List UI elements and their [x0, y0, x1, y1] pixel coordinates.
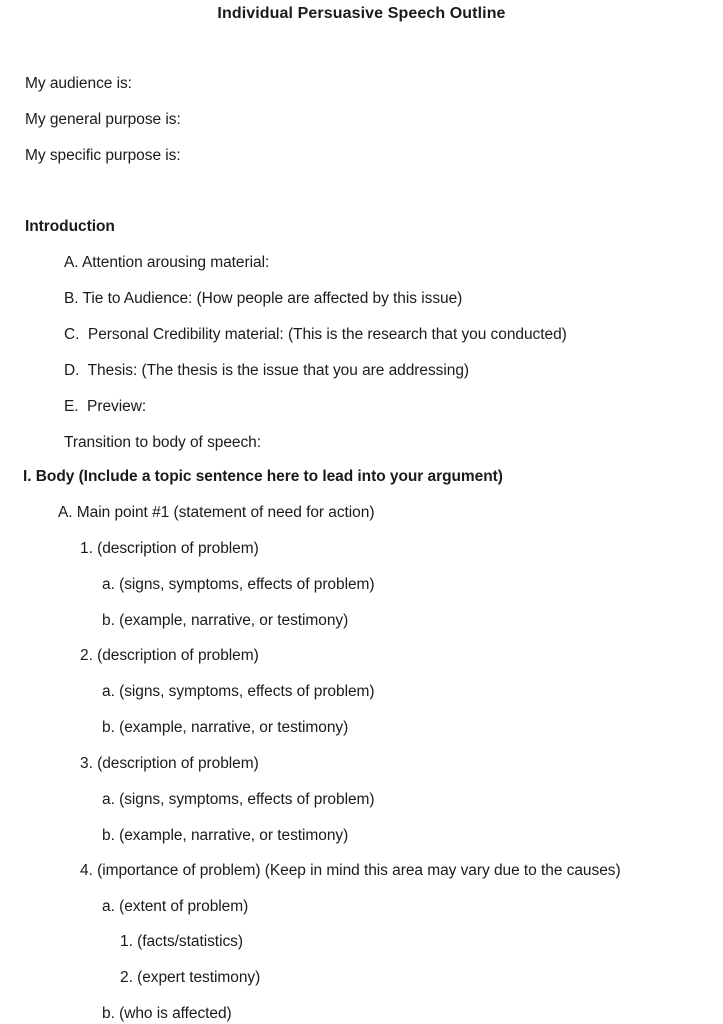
outline-item: B. Tie to Audience: (How people are affected by this issue): [64, 290, 463, 307]
outline-item: 2. (expert testimony): [120, 969, 261, 986]
outline-item: 4. (importance of problem) (Keep in mind this area may vary due to the causes): [80, 862, 621, 879]
preamble-line: My general purpose is:: [25, 111, 181, 128]
outline-item: E. Preview:: [64, 398, 147, 415]
section-heading-body: I. Body (Include a topic sentence here to lead into your argument): [23, 468, 503, 485]
outline-item: D. Thesis: (The thesis is the issue that you are addressing): [64, 362, 470, 379]
outline-item: b. (example, narrative, or testimony): [102, 827, 349, 844]
outline-item: 1. (facts/statistics): [120, 933, 243, 950]
outline-item: a. (extent of problem): [102, 898, 249, 915]
outline-item: 1. (description of problem): [80, 540, 259, 557]
outline-item: Transition to body of speech:: [64, 434, 262, 451]
outline-item: b. (who is affected): [102, 1005, 232, 1022]
outline-item: a. (signs, symptoms, effects of problem): [102, 791, 375, 808]
section-heading-introduction: Introduction: [25, 218, 115, 235]
outline-item: b. (example, narrative, or testimony): [102, 612, 349, 629]
outline-item: a. (signs, symptoms, effects of problem): [102, 683, 375, 700]
preamble-line: My specific purpose is:: [25, 147, 181, 164]
outline-item: 2. (description of problem): [80, 647, 259, 664]
outline-item: C. Personal Credibility material: (This is the research that you conducted): [64, 326, 567, 343]
outline-item: a. (signs, symptoms, effects of problem): [102, 576, 375, 593]
outline-item: b. (example, narrative, or testimony): [102, 719, 349, 736]
preamble-line: My audience is:: [25, 75, 132, 92]
outline-item: A. Attention arousing material:: [64, 254, 270, 271]
page-title: Individual Persuasive Speech Outline: [217, 5, 506, 22]
outline-item: A. Main point #1 (statement of need for action): [58, 504, 375, 521]
outline-item: 3. (description of problem): [80, 755, 259, 772]
